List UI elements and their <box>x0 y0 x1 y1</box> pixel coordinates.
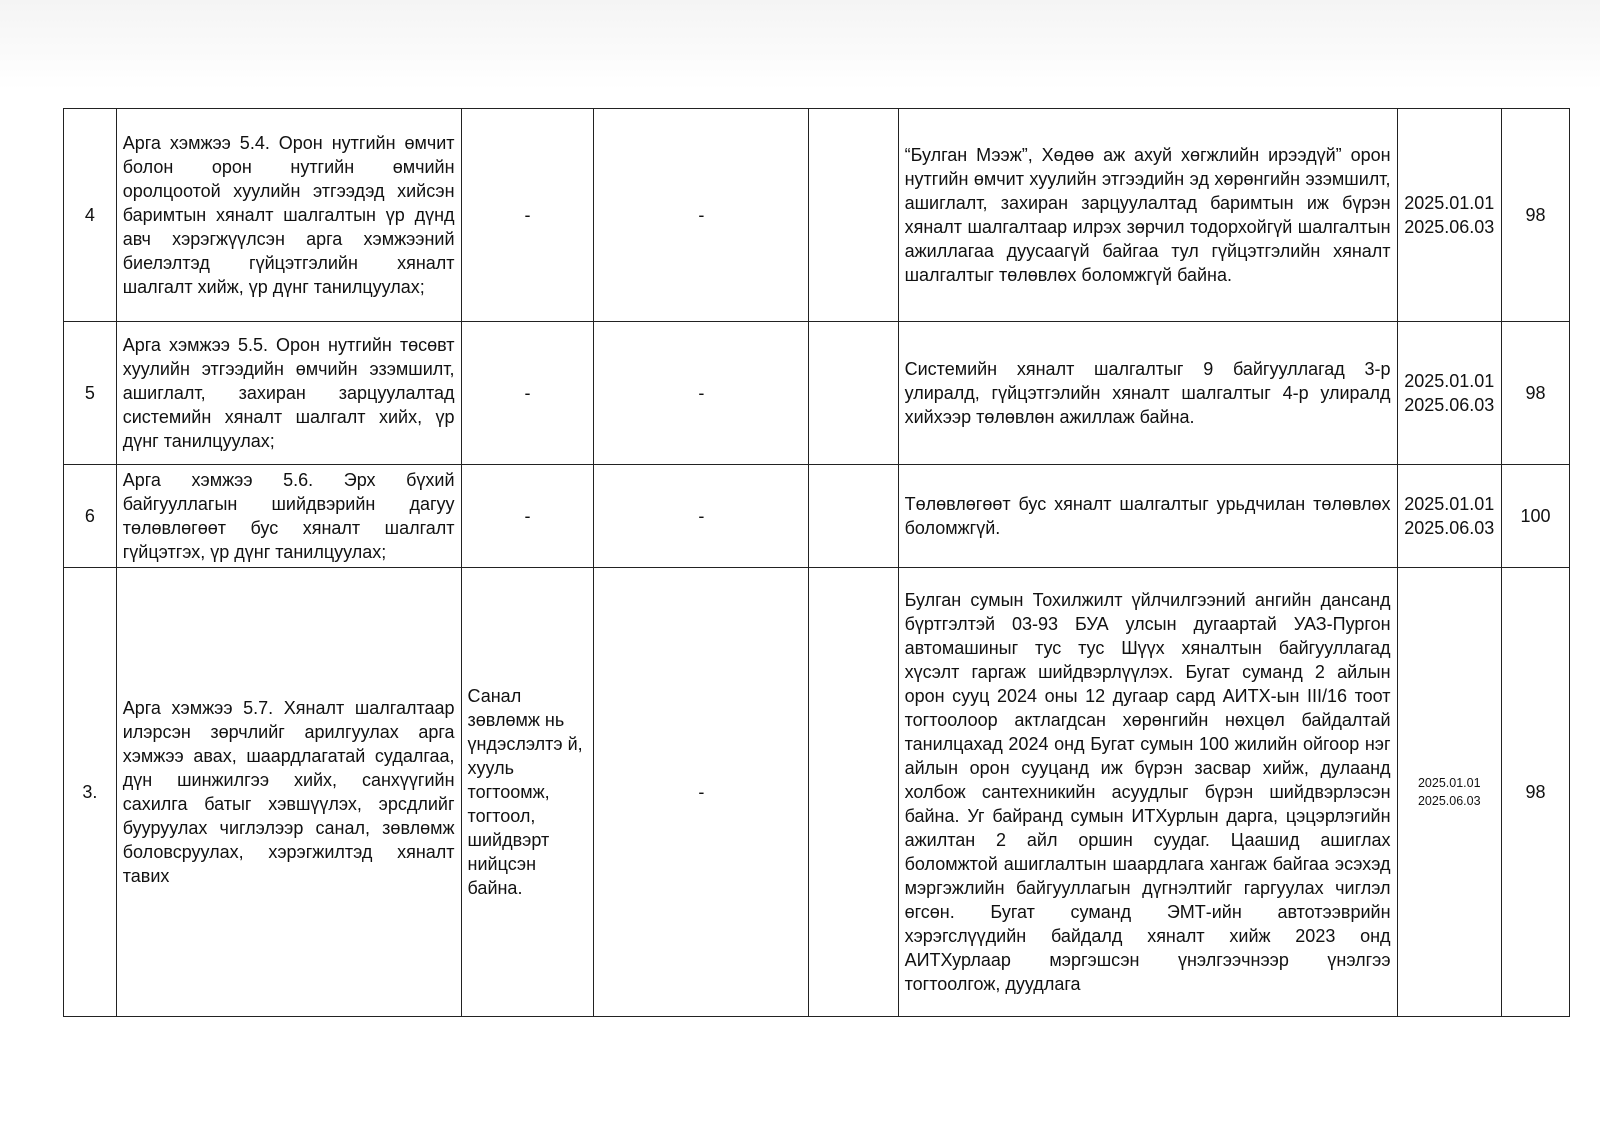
result-cell: “Булган Мээж”, Хөдөө аж ахуй хөгжлийн ирээдүй” орон нутгийн өмчит хуулийн этгээдийн эд хөрөнгийн эзэмшилт, ашиглалт, захиран зарцуулалтад баримтын иж бүрэн хяналт шалгалтаар илрэх зөрчил тодорхойгүй шалгалтын ажиллагаа дуусаагүй байгаа тул гүйцэтгэлийн хяналт шалгалтыг төлөвлөх боломжгүй байна. <box>898 109 1397 322</box>
result-cell: Системийн хяналт шалгалтыг 9 байгууллагад 3-р улиралд, гүйцэтгэлийн хяналт шалгалтыг 4-р улиралд хийхээр төлөвлөн ажиллаж байна. <box>898 322 1397 465</box>
indicator-cell: - <box>594 465 809 568</box>
date-cell <box>1397 568 1501 1017</box>
percent-cell: 98 <box>1502 568 1570 1017</box>
row-number: 6 <box>64 465 117 568</box>
table-row <box>64 568 1570 1017</box>
measure-cell: Арга хэмжээ 5.4. Орон нутгийн өмчит болон орон нутгийн өмчийн оролцоотой хуулийн этгээдэд хийсэн баримтын хяналт шалгалтын үр дүнд авч хэрэгжүүлсэн арга хэмжээний биелэлтэд гүйцэтгэлийн хяналт шалгалт хийж, үр дүнг танилцуулах; <box>116 109 461 322</box>
measure-cell: Арга хэмжээ 5.5. Орон нутгийн төсөвт хуулийн этгээдийн өмчийн эзэмшилт, ашиглалт, захиран зарцуулалтад системийн хяналт шалгалт хийх, үр дүнг танилцуулах; <box>116 322 461 465</box>
empty-cell <box>809 322 898 465</box>
empty-cell <box>809 568 898 1017</box>
criteria-cell: - <box>461 109 594 322</box>
row-number: 3. <box>64 568 117 1017</box>
row-number: 4 <box>64 109 117 322</box>
result-cell: Булган сумын Тохилжилт үйлчилгээний ангийн дансанд бүртгэлтэй 03-93 БУА улсын дугаартай УАЗ-Пургон автомашиныг тус тус Шүүх хяналтын байгууллагад хүсэлт гаргаж шийдвэрлүүлэх. Бугат суманд 2 айлын орон сууц 2024 оны 12 дугаар сард АИТХ-ын III/16 тоот тогтоолоор актлагдсан хөрөнгийн нөхцөл байдалтай танилцахад 2024 онд Бугат сумын 100 жилийн ойгоор нэг айлын орон сууцанд иж бүрэн засвар хийж, дулаанд холбож сантехникийн асуудлыг бүрэн шийдвэрлэсэн байна. Уг байранд сумын ИТХурлын дарга, цэцэрлэгийн ажилтан 2 айл оршин суудаг. Цаашид ашиглах боломжтой ашиглалтын шаардлага хангаж байгаа эсэхэд мэргэжлийн байгууллагын дүгнэлтийг гаргуулах чиглэл өгсөн. Бугат суманд ЭМТ-ийн автотээврийн хэрэгслүүдийн байдалд хяналт хийж 2023 онд АИТХурлаар мэргэшсэн үнэлгээчнээр үнэлгээ тогтоолгож, дуудлага <box>898 568 1397 1017</box>
date-start: 2025.01.01 <box>1417 776 1481 790</box>
date-end: 2025.06.03 <box>1404 395 1495 415</box>
date-start: 2025.01.01 <box>1404 371 1495 391</box>
report-table <box>63 108 1570 1017</box>
criteria-cell: Санал зөвлөмж нь үндэслэлтэ й, хууль тогтоомж, тогтоол, шийдвэрт нийцсэн байна. <box>461 568 594 1017</box>
date-end: 2025.06.03 <box>1417 794 1481 808</box>
date-end: 2025.06.03 <box>1404 217 1495 237</box>
empty-cell <box>809 465 898 568</box>
page-background-shade <box>0 0 1600 90</box>
date-cell <box>1397 465 1501 568</box>
indicator-cell: - <box>594 109 809 322</box>
result-cell: Төлөвлөгөөт бус хяналт шалгалтыг урьдчилан төлөвлөх боломжгүй. <box>898 465 1397 568</box>
percent-cell: 98 <box>1502 109 1570 322</box>
empty-cell <box>809 109 898 322</box>
row-number: 5 <box>64 322 117 465</box>
criteria-cell: - <box>461 465 594 568</box>
measure-cell: Арга хэмжээ 5.7. Хяналт шалгалтаар илэрсэн зөрчлийг арилгуулах арга хэмжээ авах, шаардлагатай судалгаа, дүн шинжилгээ хийх, санхүүгийн сахилга батыг хэвшүүлэх, эрсдлийг бууруулах чиглэлээр санал, зөвлөмж боловсруулах, хэрэгжилтэд хяналт тавих <box>116 568 461 1017</box>
criteria-cell: - <box>461 322 594 465</box>
indicator-cell: - <box>594 322 809 465</box>
date-end: 2025.06.03 <box>1404 518 1495 538</box>
table-row <box>64 322 1570 465</box>
table-row <box>64 465 1570 568</box>
date-start: 2025.01.01 <box>1404 193 1495 213</box>
date-cell <box>1397 322 1501 465</box>
indicator-cell: - <box>594 568 809 1017</box>
date-cell <box>1397 109 1501 322</box>
measure-cell: Арга хэмжээ 5.6. Эрх бүхий байгууллагын шийдвэрийн дагуу төлөвлөгөөт бус хяналт шалгалт гүйцэтгэх, үр дүнг танилцуулах; <box>116 465 461 568</box>
date-start: 2025.01.01 <box>1404 494 1495 514</box>
table-row <box>64 109 1570 322</box>
percent-cell: 100 <box>1502 465 1570 568</box>
percent-cell: 98 <box>1502 322 1570 465</box>
